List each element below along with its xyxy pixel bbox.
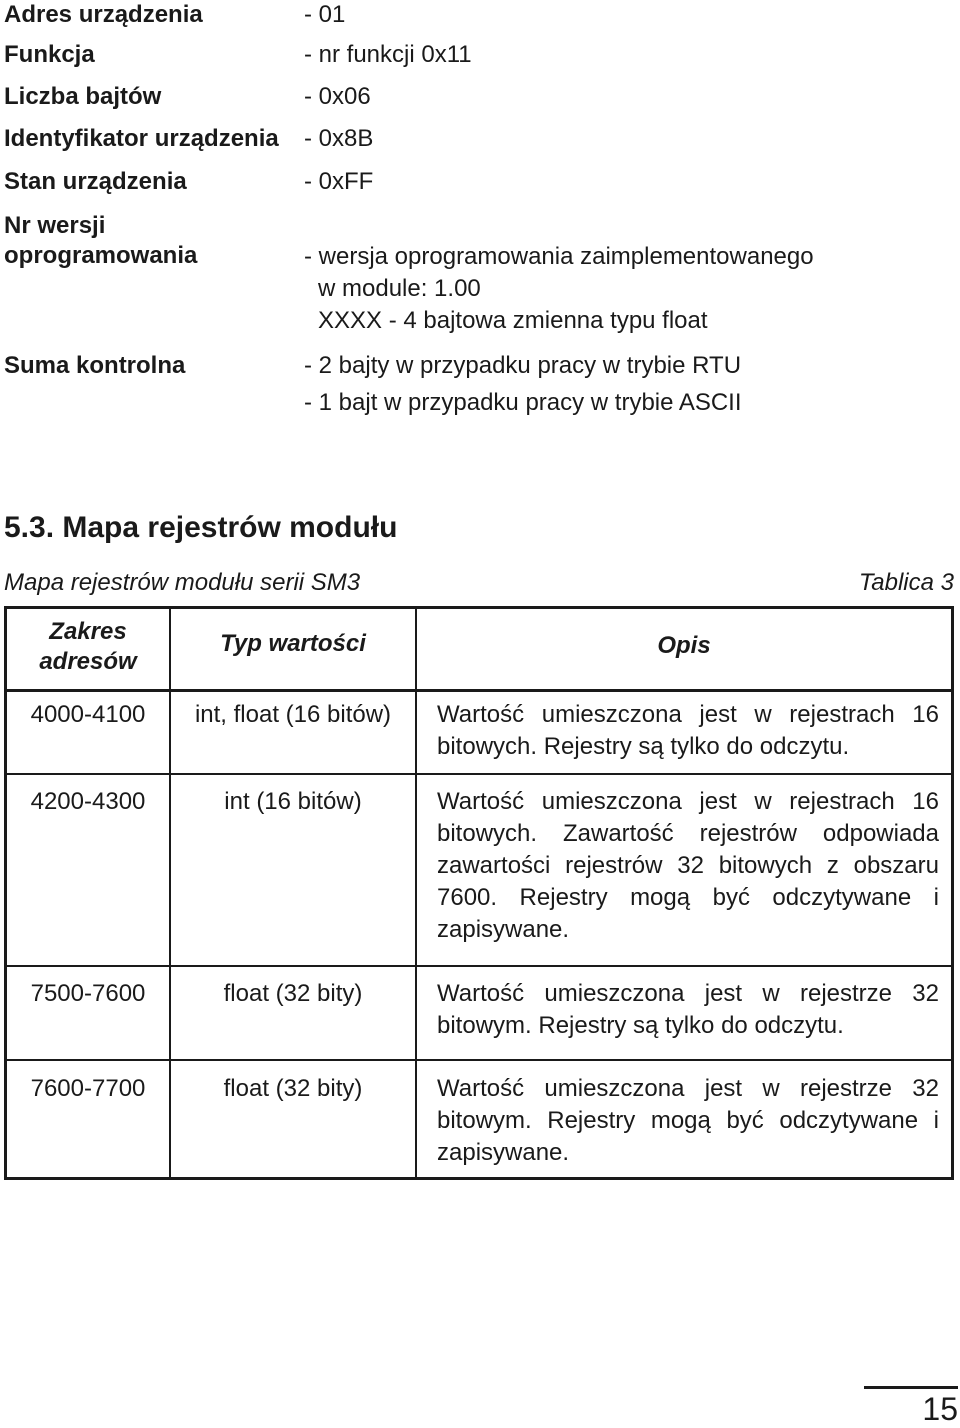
table-caption: Mapa rejestrów modułu serii SM3: [4, 569, 361, 596]
field-value: [304, 124, 373, 154]
field-label: Funkcja: [4, 41, 95, 68]
field-value: [304, 241, 814, 337]
header-value-type: Typ wartości: [220, 630, 366, 657]
cell-address-range: 4200-4300: [30, 788, 146, 815]
field-value-line: - 2 bajty w przypadku pracy w trybie RTU: [304, 352, 742, 379]
field-value: [304, 82, 371, 112]
section-heading: 5.3. Mapa rejestrów modułu: [4, 511, 398, 544]
cell-address-range: 7600-7700: [30, 1075, 146, 1102]
field-label: Suma kontrolna: [4, 352, 186, 379]
cell-description: Wartość umieszczona jest w rejestrze 32 bitowym. Rejestry są tylko do odczytu.: [437, 980, 939, 1039]
row-divider: [7, 773, 951, 775]
row-divider: [7, 1059, 951, 1061]
field-value: [304, 351, 742, 419]
cell-value-type: float (32 bity): [223, 980, 363, 1007]
field-label: Adres urządzenia: [4, 1, 203, 28]
field-value-line: - nr funkcji 0x11: [304, 41, 472, 68]
header-description: Opis: [657, 632, 711, 659]
header-address-range-line: adresów: [39, 648, 137, 675]
cell-address-range: 4000-4100: [30, 701, 146, 728]
field-value-line: - 1 bajt w przypadku pracy w trybie ASCII: [304, 389, 742, 416]
cell-address-range: 7500-7600: [30, 980, 146, 1007]
cell-description: Wartość umieszczona jest w rejestrach 16 bitowych. Rejestry są tylko do odczytu.: [437, 701, 939, 760]
row-divider: [7, 965, 951, 967]
page-number: 15: [922, 1391, 958, 1427]
field-value-line: - 0xFF: [304, 168, 374, 195]
field-value-line: - 0x06: [304, 83, 371, 110]
field-label: [4, 211, 304, 271]
field-value: [304, 167, 373, 197]
register-map-table: [4, 606, 954, 1180]
cell-description: Wartość umieszczona jest w rejestrach 16 bitowych. Zawartość rejestrów odpowiada zawartości rejestrów 32 bitowych z obszaru 7600. Rejestry mogą być odczytywane i zapisywane.: [437, 788, 939, 943]
field-label: Identyfikator urządzenia: [4, 125, 279, 152]
field-label: Liczba bajtów: [4, 83, 162, 110]
field-value-line: - 0x8B: [304, 125, 374, 152]
field-label-line: oprogramowania: [4, 242, 198, 269]
field-value-line: - wersja oprogramowania zaimplementowanego: [304, 243, 814, 270]
page-number-rule: [864, 1386, 958, 1389]
cell-value-type: float (32 bity): [223, 1075, 363, 1102]
cell-value-type: int, float (16 bitów): [194, 701, 392, 728]
field-value-line: - 01: [304, 1, 346, 28]
table-label: Tablica 3: [858, 569, 954, 596]
field-value: [304, 40, 472, 70]
field-value: [304, 0, 345, 30]
field-label-line: Nr wersji: [4, 212, 106, 239]
header-address-range: [7, 617, 169, 677]
field-value-line: XXXX - 4 bajtowa zmienna typu float: [318, 307, 708, 334]
header-divider: [7, 689, 951, 692]
cell-value-type: int (16 bitów): [224, 788, 362, 815]
field-label: Stan urządzenia: [4, 168, 187, 195]
field-value-line: w module: 1.00: [318, 275, 481, 302]
cell-description: Wartość umieszczona jest w rejestrze 32 bitowym. Rejestry mogą być odczytywane i zapisywane.: [437, 1075, 939, 1166]
header-address-range-line: Zakres: [49, 618, 127, 645]
column-divider: [415, 609, 417, 1177]
